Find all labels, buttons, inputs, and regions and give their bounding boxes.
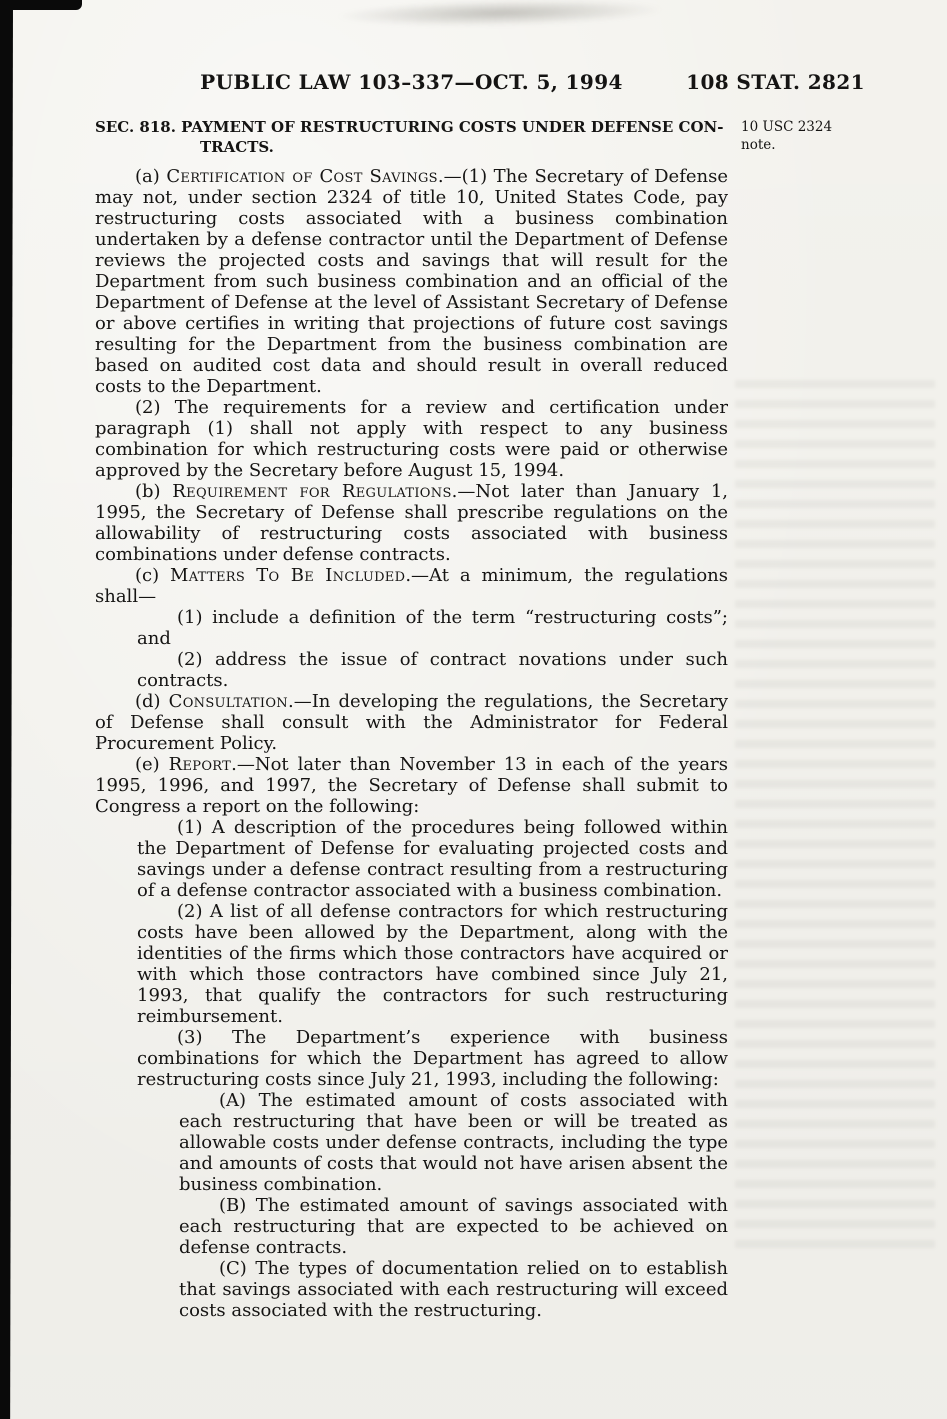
statute-paragraph xyxy=(95,166,728,397)
statute-paragraph xyxy=(137,607,728,649)
statute-paragraph xyxy=(95,481,728,565)
text-run: .—At a minimum, the regulations shall— xyxy=(95,565,728,607)
statute-paragraph xyxy=(95,565,728,607)
statute-paragraph xyxy=(95,397,728,481)
statute-paragraph xyxy=(95,691,728,754)
margin-note-line-1: 10 USC 2324 xyxy=(741,119,833,135)
statute-paragraph xyxy=(95,754,728,817)
margin-note-line-2: note. xyxy=(741,136,776,153)
scan-edge-top-artifact xyxy=(0,0,82,10)
text-run: (C) The types of documentation relied on to establish that savings associated with each restructuring will exceed costs associated with the restructuring. xyxy=(179,1258,728,1321)
text-run: (1) include a definition of the term “restructuring costs”; and xyxy=(137,607,728,649)
statute-paragraph xyxy=(137,817,728,901)
statute-paragraph xyxy=(137,901,728,1027)
statute-paragraph xyxy=(179,1258,728,1321)
text-run: .—In developing the regulations, the Secretary of Defense shall consult with the Administrator for Federal Procurement Policy. xyxy=(95,691,728,754)
running-header-stat-number: 108 STAT. 2821 xyxy=(686,70,865,94)
text-run: (2) A list of all defense contractors for which restructuring costs have been allowed by the Department, along with the identities of the firms which those contractors have acquired or with which those contractors have combined since July 21, 1993, that qualify the contractors for such restructuring reimbursement. xyxy=(137,901,728,1027)
statute-body xyxy=(95,166,728,1321)
text-run: (3) The Department’s experience with business combinations for which the Department has agreed to allow restructuring costs since July 21, 1993, including the following: xyxy=(137,1027,728,1090)
text-run: .—Not later than January 1, 1995, the Secretary of Defense shall prescribe regulations on the allowability of restructuring costs associated with business combinations under defense contracts. xyxy=(95,481,728,565)
smallcaps-label: Requirement for Regulations xyxy=(172,481,452,502)
statute-paragraph xyxy=(137,1027,728,1090)
page-bleed-through-artifact xyxy=(735,380,935,1260)
text-run: .—Not later than November 13 in each of the years 1995, 1996, and 1997, the Secretary of Defense shall submit to Congress a report on the following: xyxy=(95,754,729,817)
text-run: (e) xyxy=(135,754,169,775)
text-run: (1) A description of the procedures being followed within the Department of Defense for evaluating projected costs and savings under a defense contract resulting from a restructuring of a defense contractor associated with a business combination. xyxy=(137,817,728,901)
running-header-law-title: PUBLIC LAW 103–337—OCT. 5, 1994 xyxy=(200,70,623,94)
text-run: (2) address the issue of contract novations under such contracts. xyxy=(137,649,728,691)
usc-margin-note xyxy=(741,119,881,154)
text-run: (d) xyxy=(135,691,169,712)
section-heading-line-2: TRACTS. xyxy=(200,138,274,156)
smallcaps-label: Report xyxy=(168,754,232,775)
text-run: (2) The requirements for a review and certification under paragraph (1) shall not apply with respect to any business combination for which restructuring costs were paid or otherwise approved by the Secretary before August 15, 1994. xyxy=(95,397,728,481)
statute-paragraph xyxy=(137,649,728,691)
text-run: (c) xyxy=(135,565,171,586)
smallcaps-label: Matters To Be Included xyxy=(170,565,406,586)
section-heading-line-1: SEC. 818. PAYMENT OF RESTRUCTURING COSTS UNDER DEFENSE CON- xyxy=(95,118,724,136)
text-run: (a) xyxy=(135,166,167,187)
text-run: (A) The estimated amount of costs associated with each restructuring that have been or will be treated as allowable costs under defense contracts, including the type and amounts of costs that would not have arisen absent the business combination. xyxy=(179,1090,728,1195)
section-heading xyxy=(95,117,745,157)
scan-smudge-artifact xyxy=(335,0,665,29)
text-run: (b) xyxy=(135,481,173,502)
statute-paragraph xyxy=(179,1195,728,1258)
smallcaps-label: Certification of Cost Savings xyxy=(166,166,438,187)
text-run: (B) The estimated amount of savings associated with each restructuring that are expected to be achieved on defense contracts. xyxy=(179,1195,728,1258)
scan-edge-artifact xyxy=(0,0,13,1419)
statute-paragraph xyxy=(179,1090,728,1195)
text-run: .—(1) The Secretary of Defense may not, under section 2324 of title 10, United States Code, pay restructuring costs associated with a business combination undertaken by a defense contractor until the Department of Defense reviews the projected costs and savings that will result for the Department from such business combination and an official of the Department of Defense at the level of Assistant Secretary of Defense or above certifies in writing that projections of future cost savings resulting for the Department from the business combination are based on audited cost data and should result in overall reduced costs to the Department. xyxy=(95,166,728,397)
smallcaps-label: Consultation xyxy=(168,691,288,712)
